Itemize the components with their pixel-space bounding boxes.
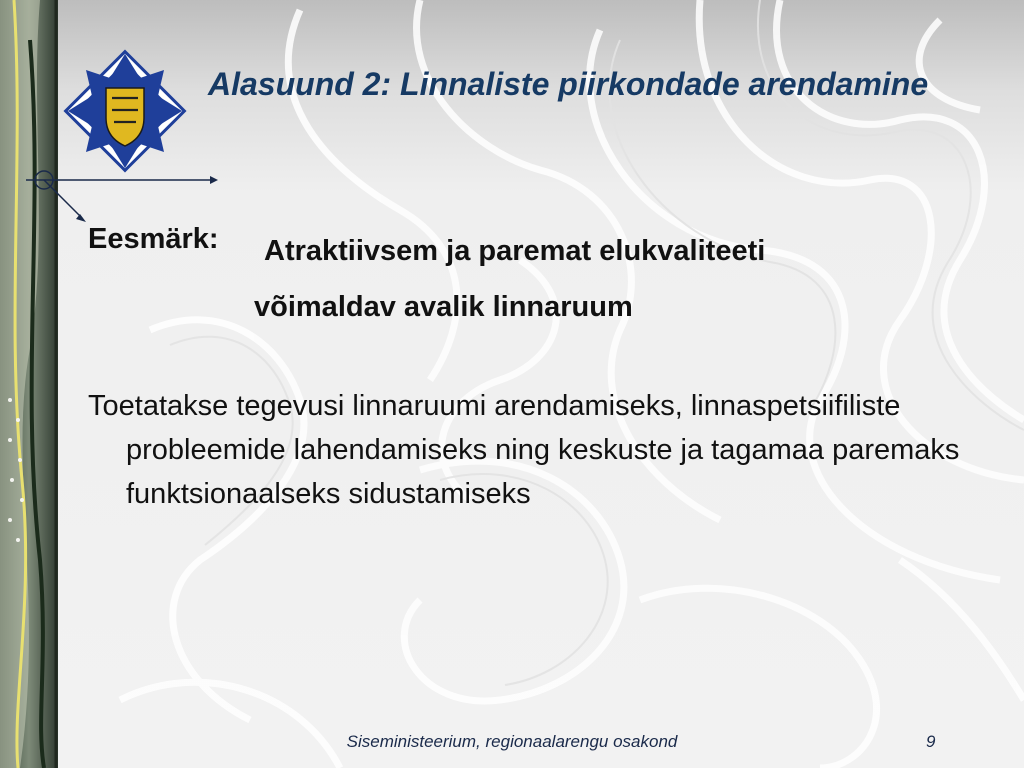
goal-text: Atraktiivsem ja paremat elukvaliteeti võimaldav avalik linnaruum <box>254 235 766 323</box>
compass-pointer-icon <box>20 162 220 224</box>
goal-label: Eesmärk: <box>88 223 219 255</box>
page-number: 9 <box>926 732 936 751</box>
footer-text: Siseministeerium, regionaalarengu osakond <box>346 732 678 751</box>
slide-title: Alasuund 2: Linnaliste piirkondade arendamine <box>208 66 929 102</box>
body-paragraph: Toetatakse tegevusi linnaruumi arendamiseks, linnaspetsiifiliste probleemide lahendamiseks ning keskuste ja tagamaa paremaks funktsionaalseks sidustamiseks <box>88 390 960 510</box>
estonian-coat-of-arms-icon <box>62 48 188 174</box>
left-decor-strip <box>0 0 58 768</box>
